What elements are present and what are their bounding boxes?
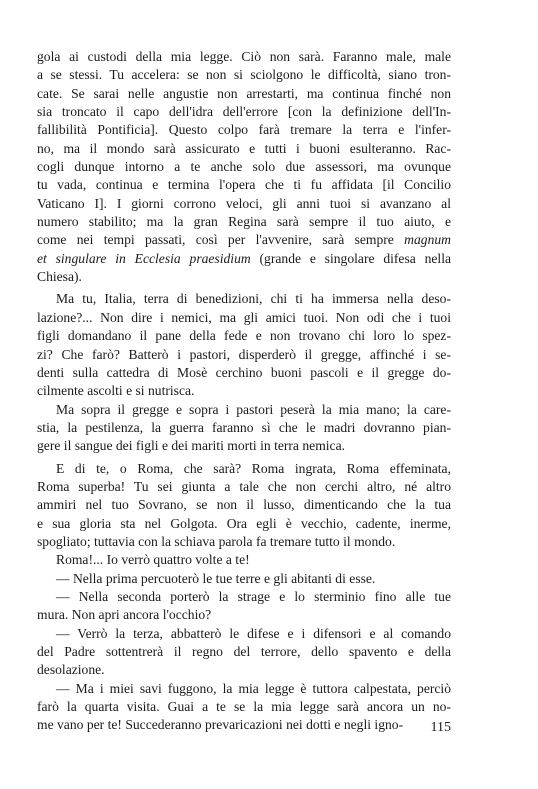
page-body [37, 48, 451, 735]
text-segment: (grande e singolare difesa nella [250, 250, 452, 266]
text-segment: — Nella seconda porterò la strage e lo sterminio fino alle tue [56, 588, 451, 604]
text-segment: — Nella prima percuoterò le tue terre e gli abitanti di esse. [56, 570, 376, 586]
text-segment: a se stessi. Tu accelera: se non si sciolgono le difficoltà, siano tron- [37, 67, 451, 83]
page-number: 115 [430, 720, 451, 735]
text-segment: ammiri nel tuo Sovrano, se non il lusso, dimenticando che la tua [37, 497, 451, 513]
text-line [37, 346, 451, 364]
text-segment: figli domandano il pane della fede e non trovano chi loro lo spez- [37, 328, 451, 344]
text-segment: cogli dunque intorno a te anche solo due assessori, ma ovunque [37, 159, 451, 175]
text-segment: Vaticano I]. I giorni corrono veloci, gli anni tuoi si avanzano al [37, 195, 451, 211]
text-line [37, 437, 451, 455]
text-segment: me vano per te! Succederanno prevaricazioni nei dotti e negli igno- [37, 717, 404, 733]
text-segment: e sua gloria sta nel Golgota. Ora egli è vecchio, cadente, inerme, [37, 515, 451, 531]
text-line [37, 268, 451, 286]
text-segment: farò la quarta visita. Guai a te se la mia legge sarà ancora un no- [37, 699, 451, 715]
text-line [37, 121, 451, 139]
text-segment: gere il sangue dei figli e dei mariti morti in terra nemica. [37, 438, 346, 454]
text-line [37, 401, 451, 419]
text-line [37, 496, 451, 514]
paragraph [37, 48, 451, 286]
italic-text: et singulare in Ecclesia praesidium [37, 250, 251, 266]
italic-text: magnum [404, 232, 451, 248]
text-segment: E di te, o Roma, che sarà? Roma ingrata, Roma effeminata, [56, 460, 451, 476]
text-line [37, 158, 451, 176]
text-segment: Ma tu, Italia, terra di benedizioni, chi ti ha immersa nella deso- [56, 291, 451, 307]
text-segment: come nei tempi passati, così per l'avvenire, sarà sempre [37, 232, 405, 248]
text-line [37, 588, 451, 606]
text-line [37, 533, 451, 551]
text-line [37, 419, 451, 437]
text-line [37, 716, 451, 734]
text-line [37, 478, 451, 496]
paragraph [37, 460, 451, 552]
text-segment: tu vada, continua e termina l'opera che ti fu affidata [il Concilio [37, 177, 451, 193]
text-segment: gola ai custodi della mia legge. Ciò non sarà. Faranno male, male [37, 49, 451, 64]
text-segment: numero stabilito; ma la gran Regina sarà sempre il tuo aiuto, e [37, 214, 451, 230]
text-segment: fallibilità Pontificia]. Questo colpo farà tremare la terra e l'infer- [37, 122, 451, 138]
text-segment: no, ma il mondo sarà assicurato e tutti i buoni esulteranno. Rac- [37, 140, 451, 156]
text-line [37, 85, 451, 103]
text-segment: Roma superba! Tu sei giunta a tale che non cerchi altro, né altro [37, 478, 451, 494]
text-segment: Ma sopra il gregge e sopra i pastori peserà la mia mano; la care- [56, 401, 451, 417]
text-line [37, 570, 451, 588]
text-line [37, 66, 451, 84]
text-segment: lazione?... Non dire i nemici, ma gli amici tuoi. Non odi che i tuoi [37, 309, 451, 325]
text-line [37, 643, 451, 661]
text-segment: cate. Se sarai nelle angustie non arrestarti, ma continua finché non [37, 85, 451, 101]
text-segment: sia troncato il capo dell'idra dell'errore [con la definizione dell'In- [37, 104, 451, 120]
text-line [37, 290, 451, 308]
text-line [37, 327, 451, 345]
text-segment: — Verrò la terza, abbatterò le difese e i difensori e al comando [56, 625, 451, 641]
text-line [37, 103, 451, 121]
text-line [37, 515, 451, 533]
text-segment: cilmente ascolti e si nutrisca. [37, 383, 195, 399]
text-segment: mura. Non apri ancora l'occhio? [37, 607, 212, 623]
text-line [37, 698, 451, 716]
text-line [37, 213, 451, 231]
paragraph [37, 570, 451, 588]
text-line [37, 48, 451, 66]
text-line [37, 140, 451, 158]
paragraph [37, 680, 451, 735]
text-segment: stia, la pestilenza, la guerra faranno sì che le madri dovranno pian- [37, 419, 451, 435]
paragraph [37, 625, 451, 680]
text-segment: zi? Che farò? Batterò i pastori, disperderò il gregge, affinché i se- [37, 346, 451, 362]
text-segment: del Padre sottentrerà il regno del terrore, dello spavento e della [37, 644, 451, 659]
text-segment: denti sulla cattedra di Mosè cerchino buoni pascoli e il gregge do- [37, 364, 451, 380]
paragraph [37, 551, 451, 569]
text-line [37, 551, 451, 569]
text-segment: Chiesa). [37, 269, 82, 285]
text-line [37, 661, 451, 679]
text-line [37, 364, 451, 382]
text-segment: Roma!... Io verrò quattro volte a te! [56, 552, 250, 568]
text-line [37, 625, 451, 643]
text-line [37, 250, 451, 268]
text-segment: desolazione. [37, 662, 105, 678]
text-segment: spogliato; tuttavia con la schiava parola fa tremare tutto il mondo. [37, 533, 396, 549]
paragraph [37, 588, 451, 625]
text-line [37, 231, 451, 249]
text-segment: — Ma i miei savi fuggono, la mia legge è tuttora calpestata, perciò [56, 680, 451, 696]
text-line [37, 460, 451, 478]
paragraph [37, 401, 451, 456]
paragraph [37, 290, 451, 400]
text-line [37, 606, 451, 624]
text-line [37, 195, 451, 213]
text-line [37, 176, 451, 194]
text-line [37, 382, 451, 400]
text-line [37, 680, 451, 698]
text-line [37, 309, 451, 327]
